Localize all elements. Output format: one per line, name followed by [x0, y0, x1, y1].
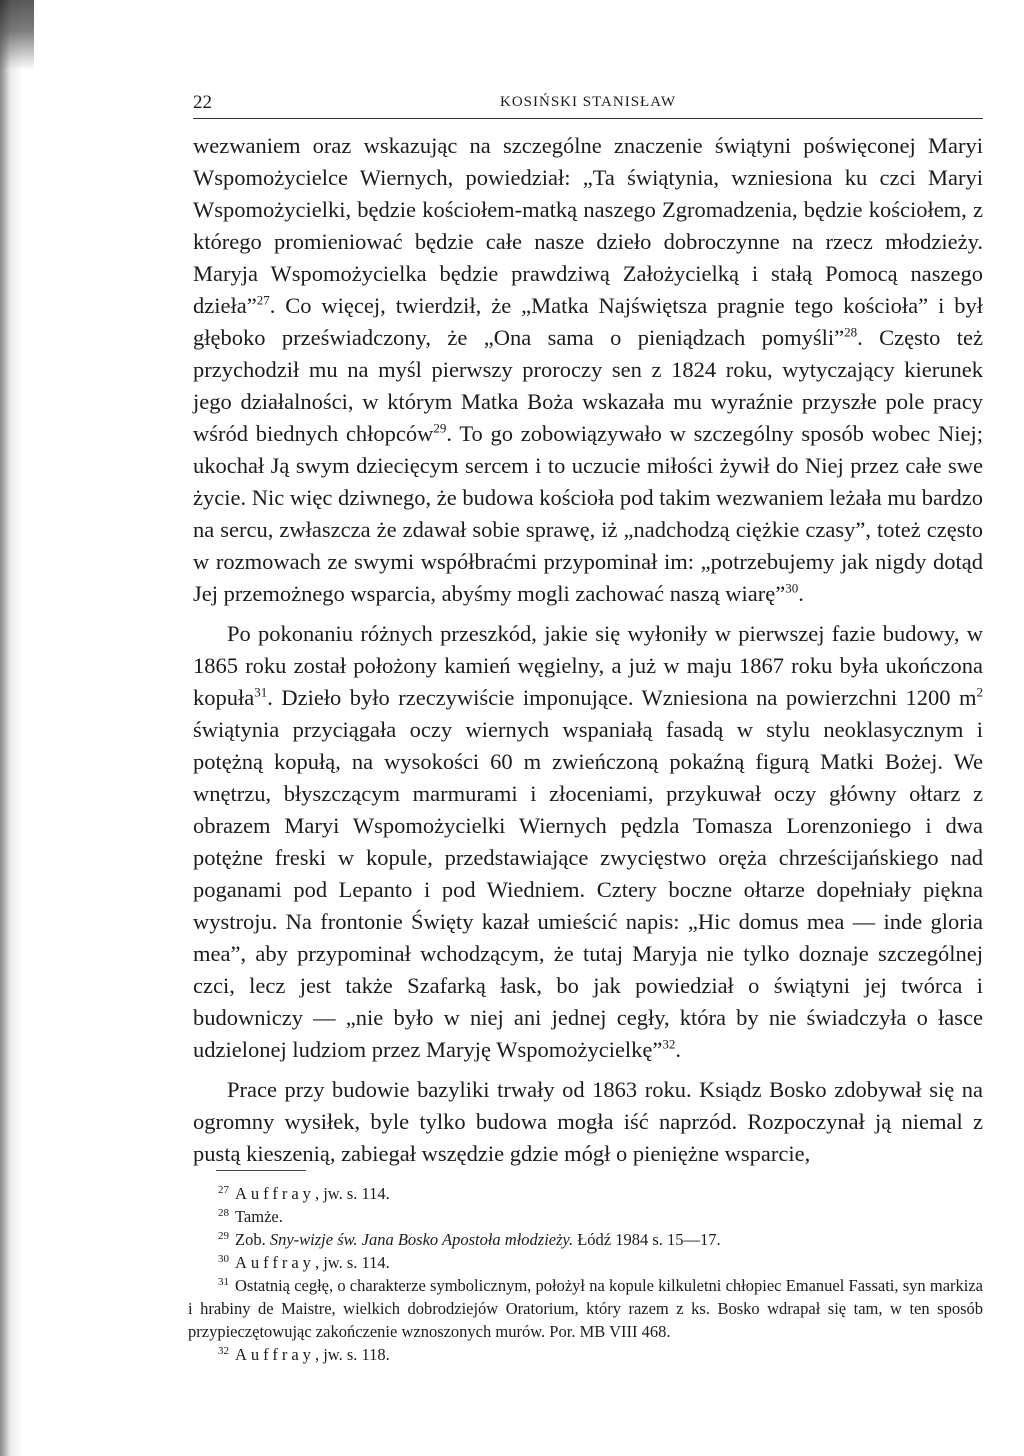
footnote-27	[188, 1182, 983, 1205]
paragraph-text: Prace przy budowie bazyliki trwały od 1863 roku. Ksiądz Bosko zdobywał się na ogromny wysiłek, byle tylko budowa mogła iść naprzód. Rozpoczynał ją niemal z pustą kieszenią, zabiegał wszędzie gdzie mógł o pieniężne wsparcie,	[193, 1077, 983, 1166]
cited-author: Auffray	[235, 1253, 315, 1272]
paragraph-text: Po pokonaniu różnych przeszkód, jakie się wyłoniły w pierwszej fazie budowy, w 1865 roku został położony kamień węgielny, a już w maju 1867 roku była ukończona kopuła	[193, 621, 983, 710]
footnote-32	[188, 1343, 983, 1366]
paragraph-text: .	[798, 581, 804, 606]
footnote-number: 32	[218, 1344, 229, 1357]
paragraph-text: . Co więcej, twierdził, że „Matka Najświętsza pragnie tego kościoła” i był głęboko przeświadczony, że „Ona sama o pieniądzach pomyśli”	[193, 293, 983, 350]
footnote-ref: 2	[976, 684, 983, 700]
cited-author: Auffray	[235, 1184, 315, 1203]
footnote-ref: 28	[844, 324, 858, 340]
footnote-number: 30	[218, 1252, 229, 1265]
footnote-number: 31	[218, 1275, 229, 1288]
footnote-ref: 29	[433, 420, 447, 436]
footnote-ref: 30	[785, 580, 799, 596]
footnote-30	[188, 1251, 983, 1274]
footnotes	[188, 1182, 983, 1366]
footnote-ref: 31	[254, 684, 268, 700]
paragraph-text: wezwaniem oraz wskazując na szczególne znaczenie świątyni poświęconej Maryi Wspomożycielce Wiernych, powiedział: „Ta świątynia, wzniesiona ku czci Maryi Wspomożycielki, będzie kościołem-matką naszego Zgromadzenia, będzie kościołem, z którego promieniować będzie całe nasze dzieło dobroczynne na rzecz młodzieży. Maryja Wspomożycielka będzie prawdziwą Założycielką i stałą Pomocą naszego dzieła”	[193, 133, 983, 318]
footnote-text: , jw. s. 114.	[314, 1253, 390, 1272]
footnote-text: , jw. s. 114.	[314, 1184, 390, 1203]
footnote-number: 28	[218, 1206, 229, 1219]
main-text	[193, 130, 983, 1178]
footnote-text: Tamże.	[235, 1207, 283, 1226]
footnote-28	[188, 1205, 983, 1228]
paragraph-2	[193, 618, 983, 1066]
scan-shadow-corner	[0, 0, 34, 70]
paragraph-text: .	[675, 1037, 682, 1062]
paragraph-text: . To go zobowiązywało w szczególny sposób wobec Niej; ukochał Ją swym dziecięcym sercem i to uczucie miłości żywił do Niej przez całe swe życie. Nic więc dziwnego, że budowa kościoła pod takim wezwaniem leżała mu bardzo na sercu, zwłaszcza że zdawał sobie sprawę, iż „nadchodzą ciężkie czasy”, toteż często w rozmowach ze swymi współbraćmi przypominał im: „potrzebujemy jak nigdy dotąd Jej przemożnego wsparcia, abyśmy mogli zachować naszą wiarę”	[193, 421, 983, 606]
footnote-text: Zob.	[235, 1230, 270, 1249]
footnote-29	[188, 1228, 983, 1251]
footnote-ref: 32	[662, 1036, 676, 1052]
page-number: 22	[193, 92, 212, 113]
footnote-divider	[216, 1170, 306, 1171]
paragraph-1	[193, 130, 983, 610]
cited-author: Auffray	[235, 1345, 315, 1364]
footnote-text: , jw. s. 118.	[314, 1345, 390, 1364]
cited-title: Sny-wizje św. Jana Bosko Apostoła młodzieży.	[269, 1230, 574, 1249]
footnote-text: Łódź 1984 s. 15—17.	[573, 1230, 721, 1249]
paragraph-text: . Często też przychodził mu na myśl pierwszy proroczy sen z 1824 roku, wytyczający kierunek jego działalności, w którym Matka Boża wskazała mu wyraźnie przyszłe pole pracy wśród biednych chłopców	[193, 325, 983, 446]
paragraph-text: świątynia przyciągała oczy wiernych wspaniałą fasadą w stylu neoklasycznym i potężną kopułą, na wysokości 60 m zwieńczoną pokaźną figurą Matki Bożej. We wnętrzu, błyszczącym marmurami i złoceniami, przykuwał oczy główny ołtarz z obrazem Maryi Wspomożycielki Wiernych pędzla Tomasza Lorenzoniego i dwa potężne freski w kopule, przedstawiające zwycięstwo oręża chrześcijańskiego nad poganami pod Lepanto i pod Wiedniem. Cztery boczne ołtarze dopełniały piękna wystroju. Na frontonie Święty kazał umieścić napis: „Hic domus mea — inde gloria mea”, aby przypominał wchodzącym, że tutaj Maryja nie tylko doznaje szczególnej czci, lecz jest także Szafarką łask, bo jak powiedział o świątyni jej twórca i budowniczy — „nie było w niej ani jednej cegły, która by nie świadczyła o łasce udzielonej ludziom przez Maryję Wspomożycielkę”	[193, 717, 983, 1062]
paragraph-text: . Dzieło było rzeczywiście imponujące. Wzniesiona na powierzchni 1200 m	[267, 685, 977, 710]
footnote-number: 27	[218, 1183, 229, 1196]
footnote-31	[188, 1274, 983, 1343]
running-title: KOSIŃSKI STANISŁAW	[499, 94, 676, 110]
footnote-number: 29	[218, 1229, 229, 1242]
scan-shadow-edge	[0, 0, 22, 1456]
footnote-ref: 27	[256, 292, 270, 308]
running-head	[193, 92, 983, 119]
paragraph-3	[193, 1074, 983, 1170]
footnote-text: Ostatnią cegłę, o charakterze symbolicznym, położył na kopule kilkuletni chłopiec Emanuel Fassati, syn markiza i hrabiny de Maistre, wielkich dobrodziejów Oratorium, który razem z ks. Bosko wdrapał się tam, w ten sposób przypieczętowując zakończenie wznoszonych murów. Por. MB VIII 468.	[188, 1276, 983, 1341]
